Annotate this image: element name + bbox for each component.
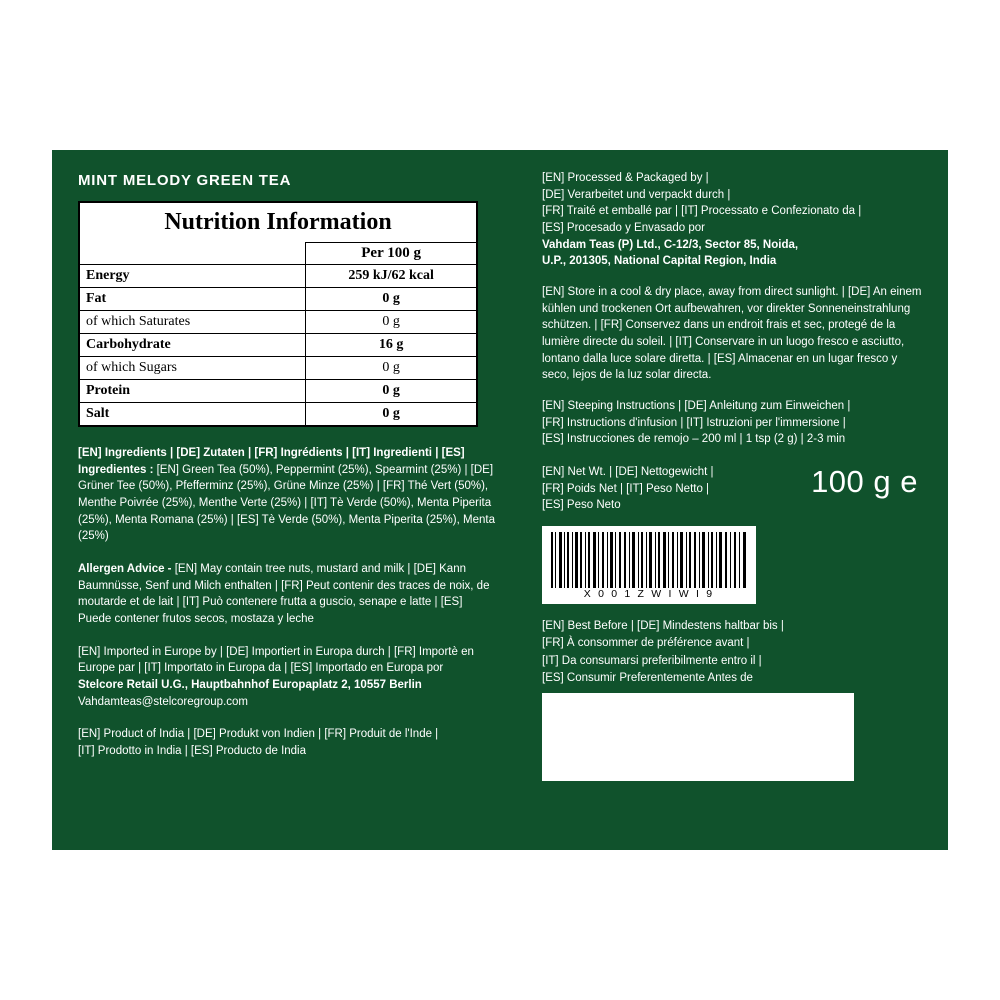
steeping-line-1: [EN] Steeping Instructions | [DE] Anleitung zum Einweichen | [542,400,851,413]
processor-address-line-1: Vahdam Teas (P) Ltd., C-12/3, Sector 85, Noida, [542,238,799,251]
allergen-section [78,561,498,628]
origin-line-2: [IT] Prodotto in India | [ES] Producto de India [78,745,307,758]
nutrient-value: 0 g [306,357,476,380]
steeping-line-2: [FR] Instructions d'infusion | [IT] Istruzioni per l'immersione | [542,416,846,429]
processed-heading-line-2: [DE] Verarbeitet und verpackt durch | [542,188,731,201]
steeping-line-3: [ES] Instrucciones de remojo – 200 ml | 1 tsp (2 g) | 2-3 min [542,433,846,446]
nutrient-name: Protein [80,380,306,403]
barcode-number: X 0 0 1 Z W I W I 9 [583,588,715,601]
storage-section [542,284,924,384]
table-header-row [80,243,476,265]
allergen-heading: Allergen Advice - [78,563,172,576]
best-before-section [542,618,924,687]
table-row [80,334,476,357]
nutrient-value: 0 g [306,288,476,311]
nutrition-per-header: Per 100 g [306,243,476,265]
origin-line-1: [EN] Product of India | [DE] Produkt von Indien | [FR] Produit de l'Inde | [78,728,439,741]
table-row [80,380,476,403]
barcode-image [550,532,748,588]
ingredients-section [78,445,498,545]
label-right-column [542,170,924,781]
barcode-panel [542,526,756,604]
processed-heading-line-1: [EN] Processed & Packaged by | [542,172,709,184]
allergen-body: [EN] May contain tree nuts, mustard and milk | [DE] Kann Baumnüsse, Senf und Milch enthalten | [FR] Peut contenir des traces de noix, de moutarde et de lait | [IT] Può contenere frutta a guscio, senape e latte | [ES] Puede contener frutos secos, mostaza y leche [78,563,490,626]
processed-packaged-section [542,170,924,270]
ingredients-heading: [EN] Ingredients | [DE] Zutaten | [FR] Ingrédients | [IT] Ingredienti | [ES] Ingredientes : [78,447,465,476]
nutrient-value: 16 g [306,334,476,357]
best-before-line-1: [EN] Best Before | [DE] Mindestens haltbar bis | [542,620,784,633]
label-left-column [78,172,498,760]
best-before-line-3: [IT] Da consumarsi preferibilmente entro il | [542,654,762,667]
net-weight-line-2: [FR] Poids Net | [IT] Peso Netto | [542,482,710,495]
nutrient-name: of which Sugars [80,357,306,380]
origin-section [78,726,498,759]
nutrient-name: Carbohydrate [80,334,306,357]
net-weight-labels [542,464,714,514]
net-weight-section [542,464,924,514]
storage-body: [EN] Store in a cool & dry place, away from direct sunlight. | [DE] An einem kühlen und trockenen Ort aufbewahren, vor direkter Sonneneinstrahlung schützen. | [FR] Conservez dans un endroit frais et sec, protegé de la lumière directe du soleil. | [IT] Conservare in un luogo fresco e asciutto, lontano dalla luce solare diretta. | [ES] Almacenar en un lugar fresco y seco, lejos de la luz solar directa. [542,286,922,382]
nutrition-title: Nutrition Information [164,209,392,235]
nutrient-value: 259 kJ/62 kcal [306,265,476,288]
table-row [80,265,476,288]
importer-heading: [EN] Imported in Europe by | [DE] Importiert in Europa durch | [FR] Importè en Europe par | [IT] Importato in Europa da | [ES] Importado en Europa por [78,645,474,675]
best-before-line-4: [ES] Consumir Preferentemente Antes de [542,671,753,684]
page-title: MINT MELODY GREEN TEA [78,172,292,189]
net-weight-line-3: [ES] Peso Neto [542,499,621,512]
best-before-line-2: [FR] À consommer de préférence avant | [542,637,750,650]
table-row [80,288,476,311]
importer-name: Stelcore Retail U.G., Hauptbahnhof Europaplatz 2, 10557 Berlin [78,679,422,692]
importer-email: Vahdamteas@stelcoregroup.com [78,695,248,708]
table-row [80,403,476,426]
nutrition-table [80,242,476,425]
nutrition-blank-header [80,243,306,265]
table-row [80,357,476,380]
importer-section [78,644,498,711]
nutrient-name: Salt [80,403,306,426]
best-before-date-box [542,693,854,781]
nutrient-value: 0 g [306,403,476,426]
nutrient-value: 0 g [306,311,476,334]
processed-heading-line-4: [ES] Procesado y Envasado por [542,222,706,235]
nutrition-information-panel [78,201,478,427]
processor-address-line-2: U.P., 201305, National Capital Region, India [542,255,777,268]
table-row [80,311,476,334]
product-label [52,150,948,850]
nutrient-name: Fat [80,288,306,311]
net-weight-value: 100 g e [811,464,918,500]
steeping-instructions-section [542,398,924,448]
nutrient-name: Energy [80,265,306,288]
processed-heading-line-3: [FR] Traité et emballé par | [IT] Processato e Confezionato da | [542,205,862,218]
ingredients-body: [EN] Green Tea (50%), Peppermint (25%), Spearmint (25%) | [DE] Grüner Tee (50%), Pfefferminz (25%), Grüne Minze (25%) | [FR] Thé Vert (50%), Menthe Poivrée (25%), Menthe Verte (25%) | [IT] Tè Verde (50%), Menta Piperita (25%), Menta Romana (25%) | [ES] Tè Verde (50%), Menta Piperita (25%), Menta (25%) [78,463,495,543]
nutrient-name: of which Saturates [80,311,306,334]
nutrient-value: 0 g [306,380,476,403]
net-weight-line-1: [EN] Net Wt. | [DE] Nettogewicht | [542,466,714,479]
